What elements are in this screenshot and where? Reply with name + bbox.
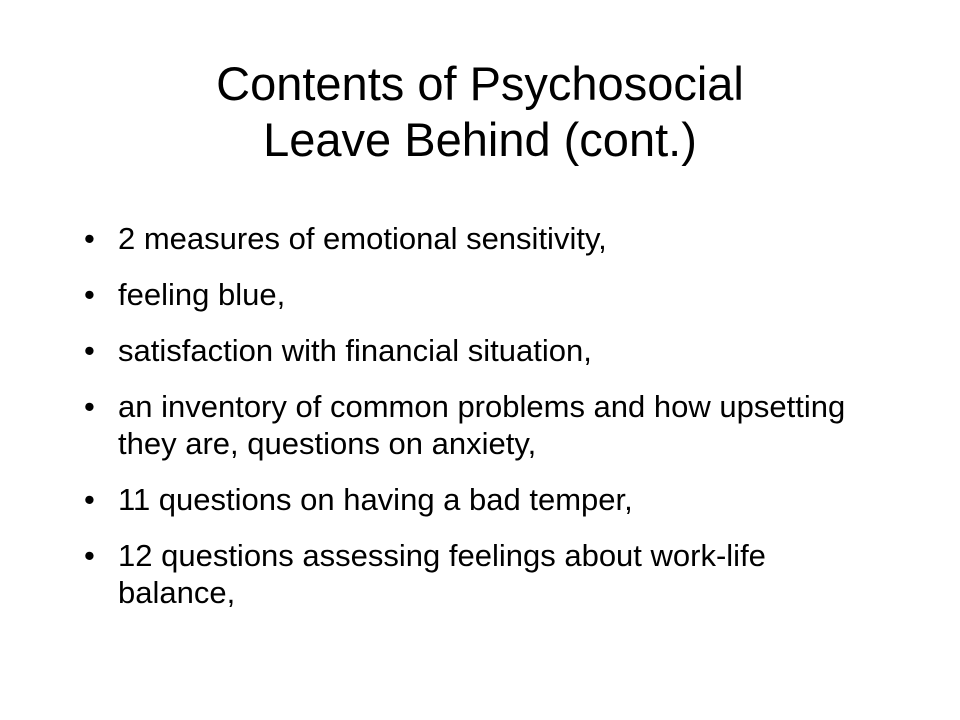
bullet-text: 2 measures of emotional sensitivity, [118,221,607,256]
bullet-item [84,388,884,462]
bullet-item [84,537,884,611]
bullet-text: feeling blue, [118,277,286,312]
bullet-dot-icon: • [84,538,95,573]
bullet-dot-icon: • [84,221,95,256]
bullet-dot-icon: • [84,389,95,424]
bullet-item [84,220,884,257]
bullet-text: an inventory of common problems and how upsetting they are, questions on anxiety, [118,389,846,461]
bullet-item [84,276,884,313]
bullet-item [84,332,884,369]
bullet-dot-icon: • [84,277,95,312]
bullet-text: satisfaction with financial situation, [118,333,592,368]
slide-title-line-1: Contents of Psychosocial [216,57,744,110]
bullet-text: 11 questions on having a bad temper, [118,482,633,517]
slide-title [72,56,888,168]
slide-title-line-2: Leave Behind (cont.) [263,113,697,166]
bullet-dot-icon: • [84,333,95,368]
bullet-item [84,481,884,518]
bullet-text: 12 questions assessing feelings about work-life balance, [118,538,766,610]
bullet-dot-icon: • [84,482,95,517]
bullet-list [84,220,884,630]
